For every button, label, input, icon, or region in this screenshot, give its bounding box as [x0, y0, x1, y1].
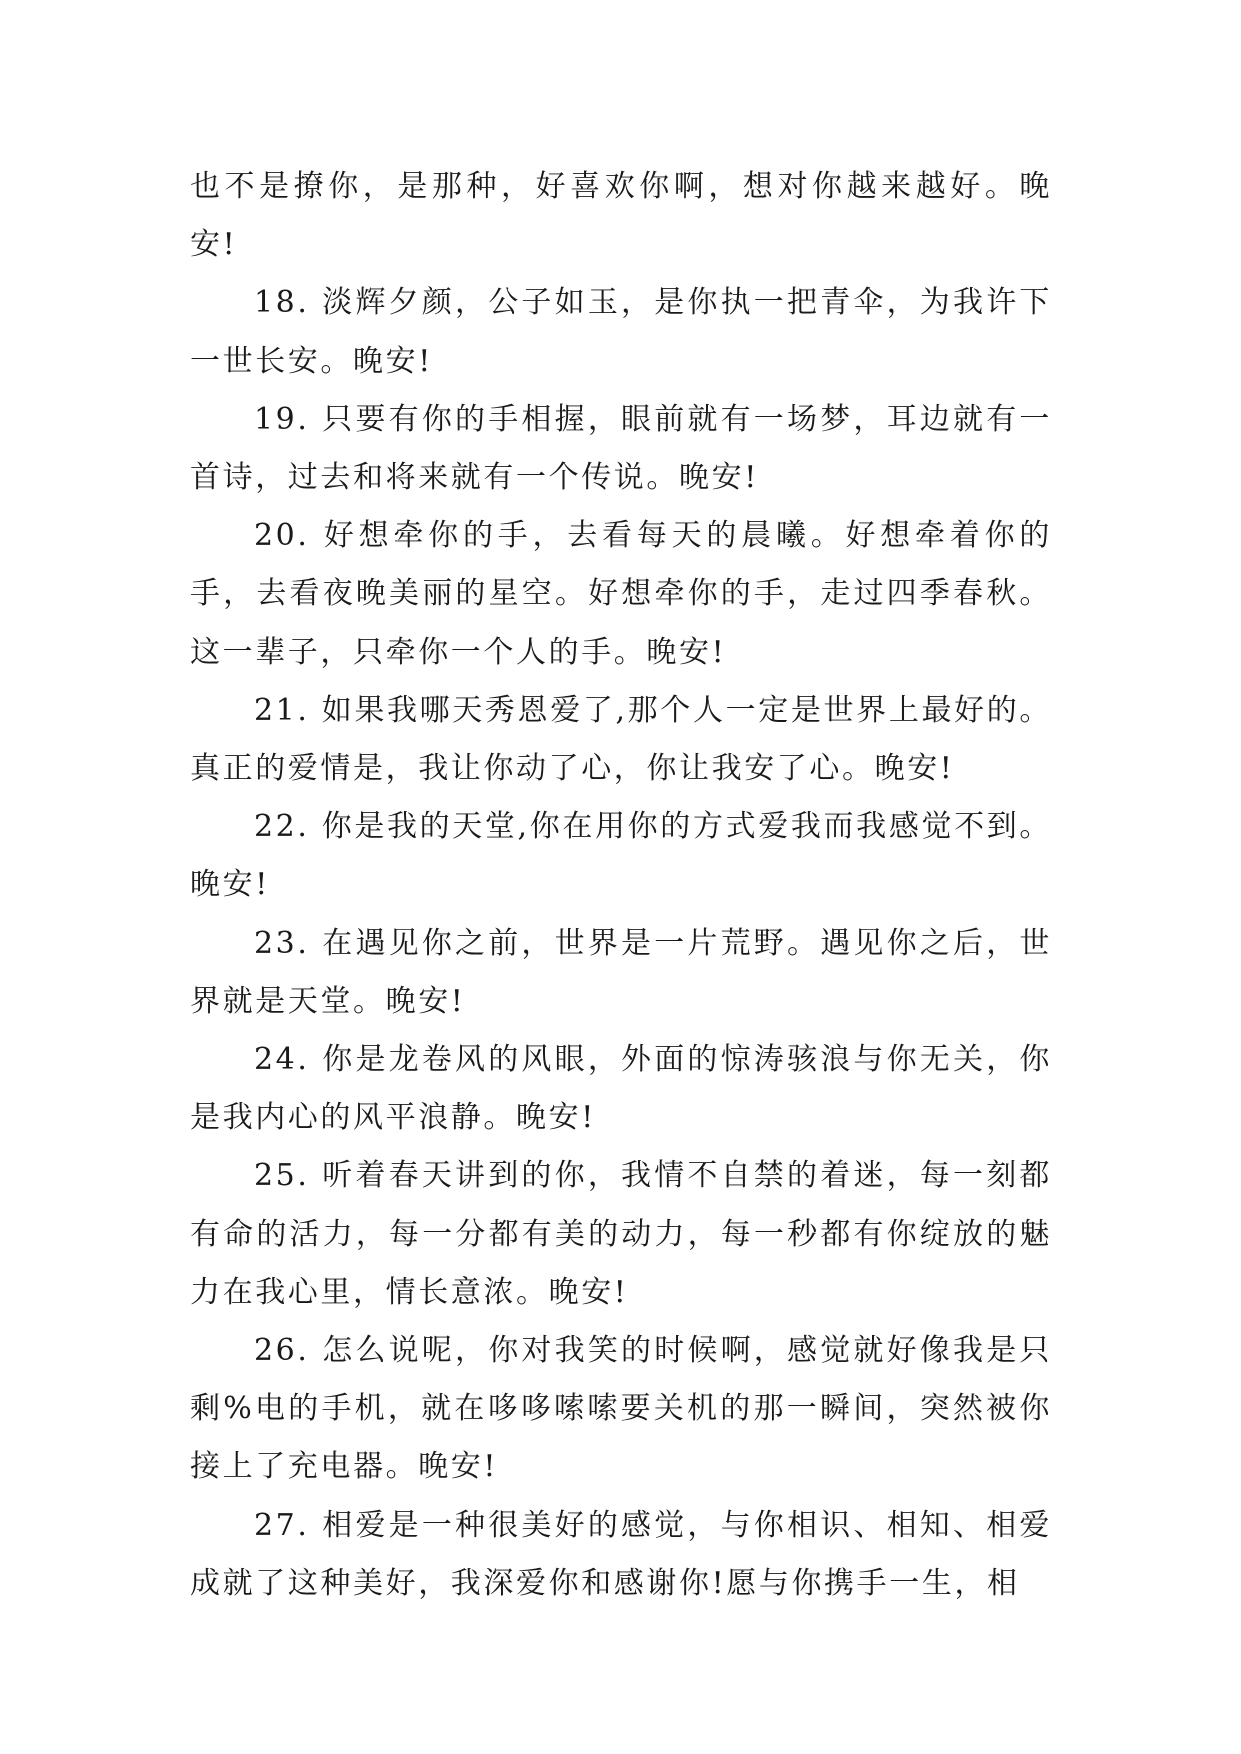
paragraph-item-27: 27. 相爱是一种很美好的感觉，与你相识、相知、相爱成就了这种美好，我深爱你和感谢你!愿与你携手一生，相 — [190, 1507, 1052, 1601]
document-body — [190, 158, 1052, 1613]
paragraph-item-25: 25. 听着春天讲到的你，我情不自禁的着迷，每一刻都有命的活力，每一分都有美的动力，每一秒都有你绽放的魅力在我心里，情长意浓。晚安! — [190, 1158, 1052, 1310]
paragraph-item-23: 23. 在遇见你之前，世界是一片荒野。遇见你之后，世界就是天堂。晚安! — [190, 925, 1052, 1019]
paragraph-item-21: 21. 如果我哪天秀恩爱了,那个人一定是世界上最好的。真正的爱情是，我让你动了心，你让我安了心。晚安! — [190, 692, 1052, 787]
paragraph-item-24: 24. 你是龙卷风的风眼，外面的惊涛骇浪与你无关，你是我内心的风平浪静。晚安! — [190, 1042, 1052, 1136]
paragraph-item-22: 22. 你是我的天堂,你在用你的方式爱我而我感觉不到。晚安! — [190, 809, 1052, 903]
paragraph-item-18: 18. 淡辉夕颜，公子如玉，是你执一把青伞，为我许下一世长安。晚安! — [190, 285, 1052, 379]
paragraph-item-19: 19. 只要有你的手相握，眼前就有一场梦，耳边就有一首诗，过去和将来就有一个传说。晚安! — [190, 401, 1052, 496]
paragraph-item-26: 26. 怎么说呢，你对我笑的时候啊，感觉就好像我是只剩%电的手机，就在哆哆嗦嗦要关机的那一瞬间，突然被你接上了充电器。晚安! — [190, 1333, 1052, 1485]
paragraph-continuation: 也不是撩你，是那种，好喜欢你啊，想对你越来越好。晚安! — [190, 169, 1052, 263]
paragraph-item-20: 20. 好想牵你的手，去看每天的晨曦。好想牵着你的手，去看夜晚美丽的星空。好想牵你的手，走过四季春秋。这一辈子，只牵你一个人的手。晚安! — [190, 518, 1052, 670]
